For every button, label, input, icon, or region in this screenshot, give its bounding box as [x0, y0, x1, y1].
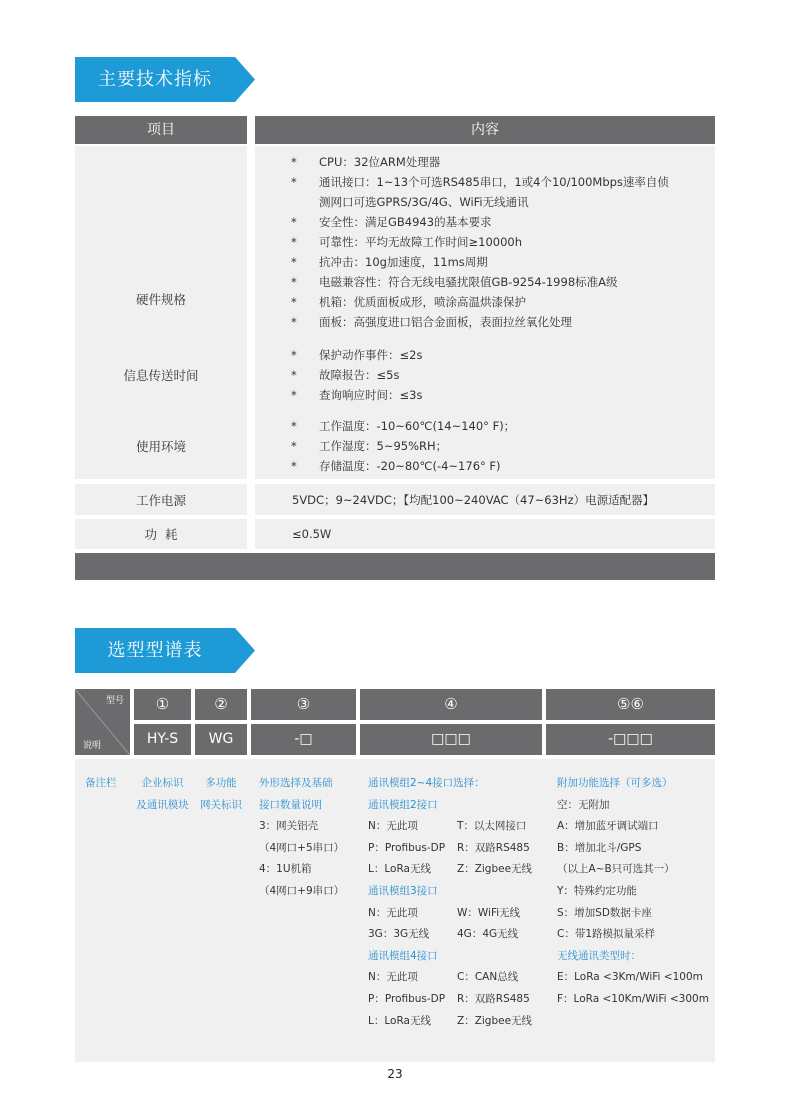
note-heading: 附加功能选择（可多选） — [557, 777, 673, 789]
note-heading: 通讯模组2~4接口选择： — [368, 777, 485, 789]
spec-row-environment — [75, 413, 715, 479]
note-line: 网关标识 — [200, 798, 242, 811]
note-line: （以上A~B只可选其一） — [557, 863, 675, 876]
spec-table — [75, 116, 715, 580]
spec-row-transfer-time — [75, 341, 715, 409]
option-a: N：无此项 — [368, 820, 418, 833]
row-content — [255, 484, 715, 515]
option-b: R：双路RS485 — [457, 992, 530, 1005]
note-line: F：LoRa <10Km/WiFi <300m — [557, 992, 709, 1005]
note-line: 4：1U机箱 — [259, 863, 312, 876]
bullet-star: * — [291, 388, 297, 402]
bullet-star: * — [291, 439, 297, 453]
section-title: 主要技术指标 — [98, 69, 212, 90]
note-pair — [368, 989, 546, 1011]
spec-line: 工作湿度：5~95%RH； — [319, 439, 448, 453]
option-a: P：Profibus-DP — [368, 992, 446, 1005]
option-b: T：以太网接口 — [457, 820, 527, 833]
col-code: -□ — [251, 724, 356, 755]
note-line: 及通讯模块 — [136, 798, 189, 811]
option-a: L：LoRa无线 — [368, 1014, 431, 1027]
note-line: 多功能 — [205, 777, 237, 789]
note-pair — [368, 967, 546, 989]
spec-line: 抗冲击：10g加速度，11ms周期 — [319, 255, 488, 269]
note-heading: 无线通讯类型时： — [557, 949, 641, 962]
note-line: 企业标识 — [141, 777, 184, 789]
spec-line: 查询响应时间：≤3s — [319, 388, 423, 402]
bullet-star: * — [291, 315, 297, 329]
section-title-banner — [75, 57, 255, 102]
header-item: 项目 — [75, 116, 247, 144]
header-corner-cell — [75, 689, 130, 755]
row-content — [255, 341, 715, 409]
col-number: ① — [134, 689, 191, 720]
col5-notes — [557, 773, 709, 1011]
spec-row-power-supply — [75, 484, 715, 515]
row-label: 硬件规格 — [75, 146, 247, 451]
spec-line: 5VDC；9~24VDC；【均配100~240VAC（47~63Hz）电源适配器】 — [292, 492, 655, 507]
bullet-star: * — [291, 348, 297, 362]
option-a: P：Profibus-DP — [368, 841, 446, 854]
section-title: 选型型谱表 — [107, 640, 203, 661]
col-number: ③ — [251, 689, 356, 720]
section-title-banner — [75, 628, 255, 673]
note-pair — [368, 816, 546, 838]
spec-line: 故障报告：≤5s — [319, 368, 400, 382]
spec-line: 通讯接口：1~13个可选RS485串口，1或4个10/100Mbps速率自侦 — [319, 175, 669, 189]
bullet-star: * — [291, 295, 297, 309]
spec-line: 工作温度：-10~60℃(14~140° F)； — [319, 419, 516, 433]
header-content: 内容 — [255, 116, 715, 144]
bullet-star: * — [291, 215, 297, 229]
note-line: 空：无附加 — [557, 798, 610, 811]
spec-row-power-consumption — [75, 519, 715, 549]
spec-line: 机箱：优质面板成形，喷涂高温烘漆保护 — [319, 295, 526, 309]
bullet-star: * — [291, 235, 297, 249]
note-pair — [368, 924, 546, 946]
note-pair — [368, 838, 546, 860]
option-b: Z：Zigbee无线 — [457, 1014, 533, 1027]
corner-label-desc: 说明 — [83, 741, 102, 751]
spec-line: 安全性：满足GB4943的基本要求 — [319, 215, 492, 229]
remarks-column — [85, 773, 117, 795]
option-b: 4G：4G无线 — [457, 928, 519, 941]
spec-line: CPU：32位ARM处理器 — [319, 155, 441, 169]
row-label: 工作电源 — [75, 484, 247, 515]
table-footer-bar — [75, 553, 715, 580]
option-a: L：LoRa无线 — [368, 863, 431, 876]
spec-line: 存储温度：-20~80℃(-4~176° F) — [319, 459, 501, 473]
bullet-star: * — [291, 459, 297, 473]
note-pair — [368, 1011, 546, 1033]
note-line: Y：特殊约定功能 — [557, 884, 637, 897]
remarks-label: 备注栏 — [85, 777, 117, 789]
spec-line: 测网口可选GPRS/3G/4G、WiFi无线通讯 — [319, 195, 529, 209]
note-line: A：增加蓝牙调试端口 — [557, 820, 659, 833]
col-code: HY-S — [134, 724, 191, 755]
bullet-star: * — [291, 419, 297, 433]
row-label: 信息传送时间 — [75, 341, 247, 409]
bullet-star: * — [291, 368, 297, 382]
col-code: -□□□ — [546, 724, 715, 755]
col-number: ⑤⑥ — [546, 689, 715, 720]
bullet-star: * — [291, 155, 297, 169]
note-line: C：带1路模拟量采样 — [557, 928, 656, 941]
option-b: C：CAN总线 — [457, 971, 519, 984]
col-code: □□□ — [360, 724, 542, 755]
col2-notes — [195, 773, 247, 816]
row-label: 功 耗 — [75, 519, 247, 549]
note-line: E：LoRa <3Km/WiFi <100m — [557, 971, 703, 984]
option-b: Z：Zigbee无线 — [457, 863, 533, 876]
note-line: （4网口+5串口） — [259, 841, 345, 854]
option-a: N：无此项 — [368, 906, 418, 919]
option-a: N：无此项 — [368, 971, 418, 984]
bullet-star: * — [291, 255, 297, 269]
col-number: ④ — [360, 689, 542, 720]
selection-table — [75, 689, 715, 1062]
note-line: 外形选择及基础 — [259, 777, 333, 789]
note-line: B：增加北斗/GPS — [557, 841, 642, 854]
spec-line: 面板：高强度进口铝合金面板，表面拉丝氧化处理 — [319, 315, 572, 329]
note-line: S：增加SD数据卡座 — [557, 906, 652, 919]
row-content — [255, 413, 715, 479]
col4-notes — [368, 773, 546, 1032]
col-number: ② — [195, 689, 247, 720]
corner-label-model: 型号 — [105, 696, 124, 706]
note-line: 接口数量说明 — [259, 798, 322, 811]
note-line: （4网口+9串口） — [259, 884, 345, 897]
note-heading: 通讯模组2接口 — [368, 798, 438, 811]
bullet-star: * — [291, 175, 297, 189]
spec-line: 可靠性：平均无故障工作时间≥10000h — [319, 235, 523, 249]
row-content — [255, 519, 715, 549]
note-pair — [368, 903, 546, 925]
page-number: 23 — [387, 1067, 403, 1081]
option-b: R：双路RS485 — [457, 841, 530, 854]
row-label: 使用环境 — [75, 413, 247, 479]
note-pair — [368, 859, 546, 881]
spec-line: ≤0.5W — [292, 527, 332, 541]
col-code: WG — [195, 724, 247, 755]
note-heading: 通讯模组4接口 — [368, 949, 438, 962]
note-heading: 通讯模组3接口 — [368, 884, 438, 897]
col3-notes — [259, 773, 344, 903]
spec-line: 保护动作事件：≤2s — [319, 348, 423, 362]
option-b: W：WiFi无线 — [457, 906, 521, 919]
bullet-star: * — [291, 275, 297, 289]
col1-notes — [134, 773, 191, 816]
spec-line: 电磁兼容性：符合无线电骚扰限值GB-9254-1998标准A级 — [319, 275, 618, 289]
note-line: 3：网关铝壳 — [259, 820, 319, 833]
option-a: 3G：3G无线 — [368, 928, 430, 941]
